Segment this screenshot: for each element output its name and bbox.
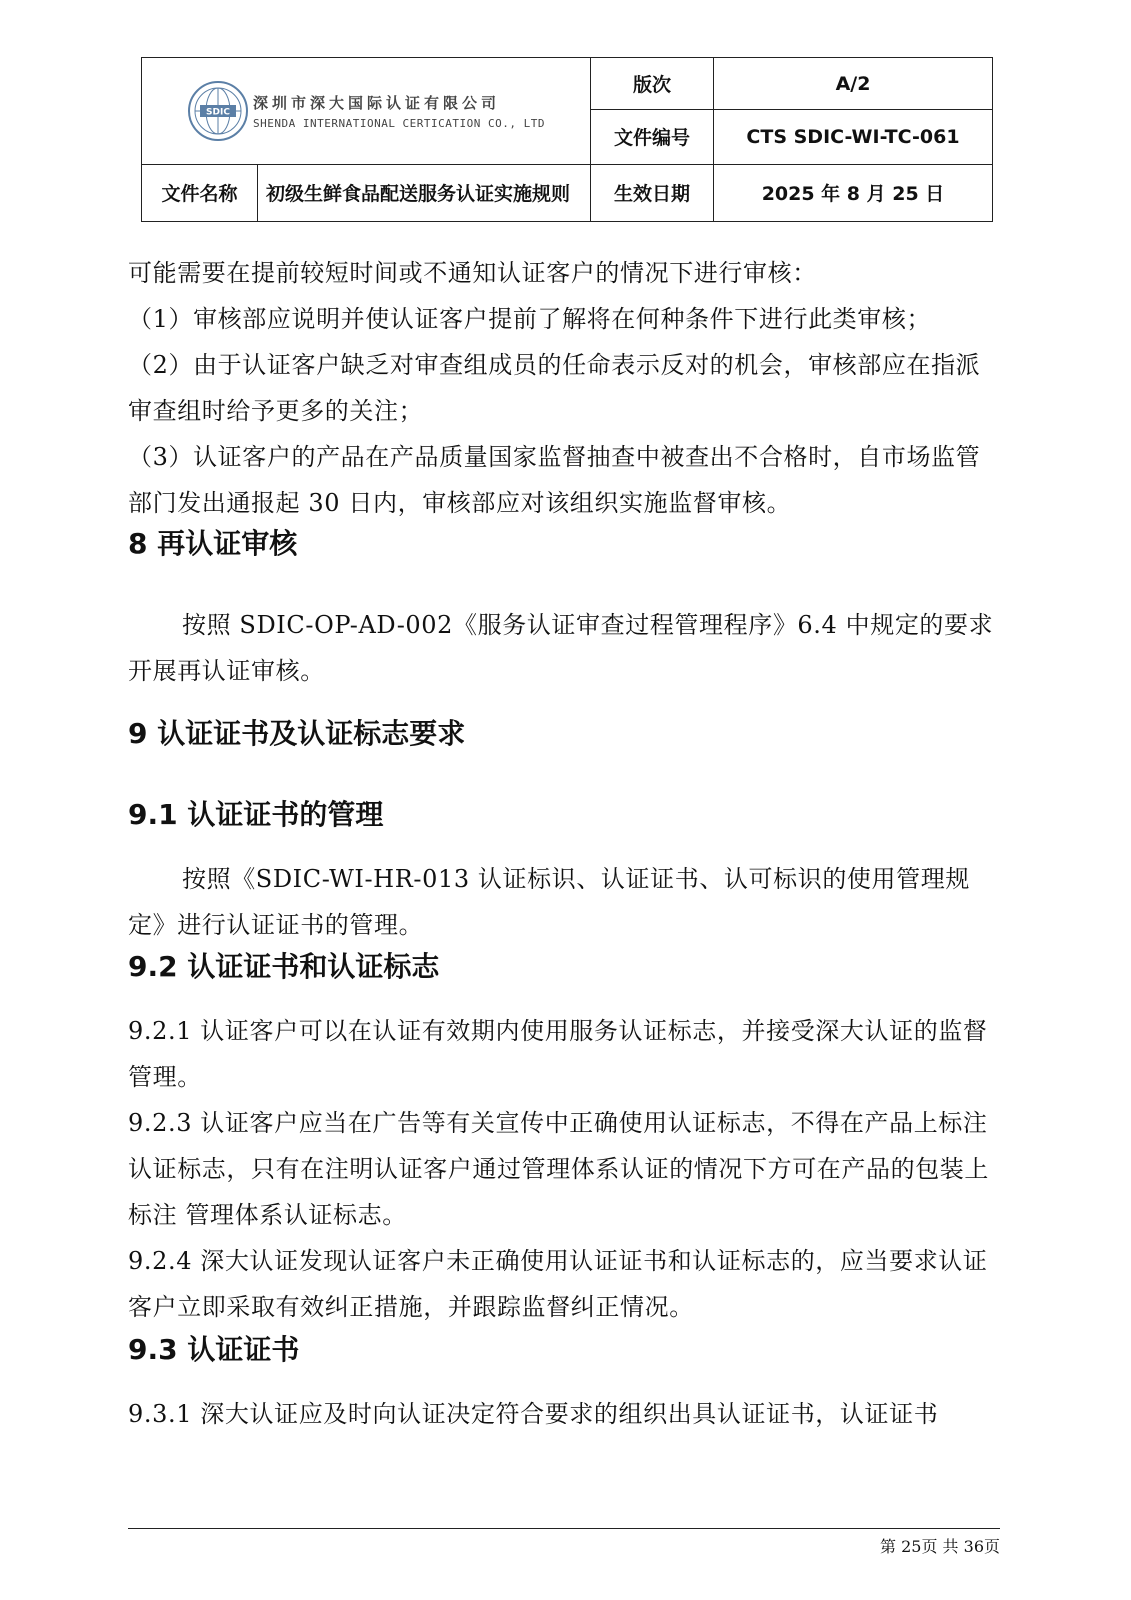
intro-paragraph: 可能需要在提前较短时间或不通知认证客户的情况下进行审核：	[128, 259, 817, 287]
section-8-heading: 8 再认证审核	[128, 527, 298, 560]
company-logo-icon	[187, 80, 249, 142]
section-9-2-heading: 9.2 认证证书和认证标志	[128, 950, 440, 983]
footer-divider	[128, 1528, 1000, 1529]
paragraph-9-2-4: 9.2.4 深大认证发现认证客户未正确使用认证证书和认证标志的，应当要求认证客户立即采取有效纠正措施，并跟踪监督纠正情况。	[128, 1247, 988, 1321]
section-9-3-heading: 9.3 认证证书	[128, 1333, 300, 1366]
section-9-2-body	[128, 1008, 1000, 1330]
doc-name-value: 初级生鲜食品配送服务认证实施规则	[258, 164, 591, 221]
doc-number-label: 文件编号	[591, 110, 714, 164]
version-label: 版次	[591, 58, 714, 110]
paragraph-9-3-1: 9.3.1 深大认证应及时向认证决定符合要求的组织出具认证证书，认证证书	[128, 1400, 939, 1428]
doc-name-label: 文件名称	[142, 164, 258, 221]
svg-text:SDIC: SDIC	[206, 107, 230, 118]
list-item-2: （2）由于认证客户缺乏对审查组成员的任命表示反对的机会，审核部应在指派审查组时给予更多的关注；	[128, 351, 981, 425]
company-name-en: SHENDA INTERNATIONAL CERTICATION CO., LTD	[252, 116, 546, 130]
company-name-cn: 深圳市深大国际认证有限公司	[252, 93, 500, 112]
section-9-1-body	[128, 856, 1000, 948]
section-8-paragraph: 按照 SDIC-OP-AD-002《服务认证审查过程管理程序》6.4 中规定的要求开展再认证审核。	[128, 611, 994, 685]
list-item-1: （1）审核部应说明并使认证客户提前了解将在何种条件下进行此类审核；	[128, 305, 932, 333]
effective-date-label: 生效日期	[591, 164, 714, 221]
section-8-body	[128, 602, 1000, 694]
paragraph-9-2-3: 9.2.3 认证客户应当在广告等有关宣传中正确使用认证标志，不得在产品上标注 认证标志，只有在注明认证客户通过管理体系认证的情况下方可在产品的包装上标注 管理体系认证标志。	[128, 1109, 989, 1229]
intro-block	[128, 250, 1000, 526]
list-item-3: （3）认证客户的产品在产品质量国家监督抽查中被查出不合格时，自市场监管部门发出通报起 30 日内，审核部应对该组织实施监督审核。	[128, 443, 981, 517]
effective-date-value: 2025 年 8 月 25 日	[714, 164, 993, 221]
paragraph-9-2-1: 9.2.1 认证客户可以在认证有效期内使用服务认证标志，并接受深大认证的监督管理。	[128, 1017, 988, 1091]
section-9-heading: 9 认证证书及认证标志要求	[128, 717, 466, 750]
section-9-1-paragraph: 按照《SDIC-WI-HR-013 认证标识、认证证书、认可标识的使用管理规定》进行认证证书的管理。	[128, 865, 970, 939]
page-number: 第 25页 共 36页	[880, 1537, 1000, 1556]
document-header-table	[141, 57, 993, 222]
section-9-3-body	[128, 1391, 1000, 1437]
company-logo-cell	[142, 58, 591, 165]
section-9-1-heading: 9.1 认证证书的管理	[128, 798, 384, 831]
version-value: A/2	[714, 58, 993, 110]
doc-number-value: CTS SDIC-WI-TC-061	[714, 110, 993, 164]
